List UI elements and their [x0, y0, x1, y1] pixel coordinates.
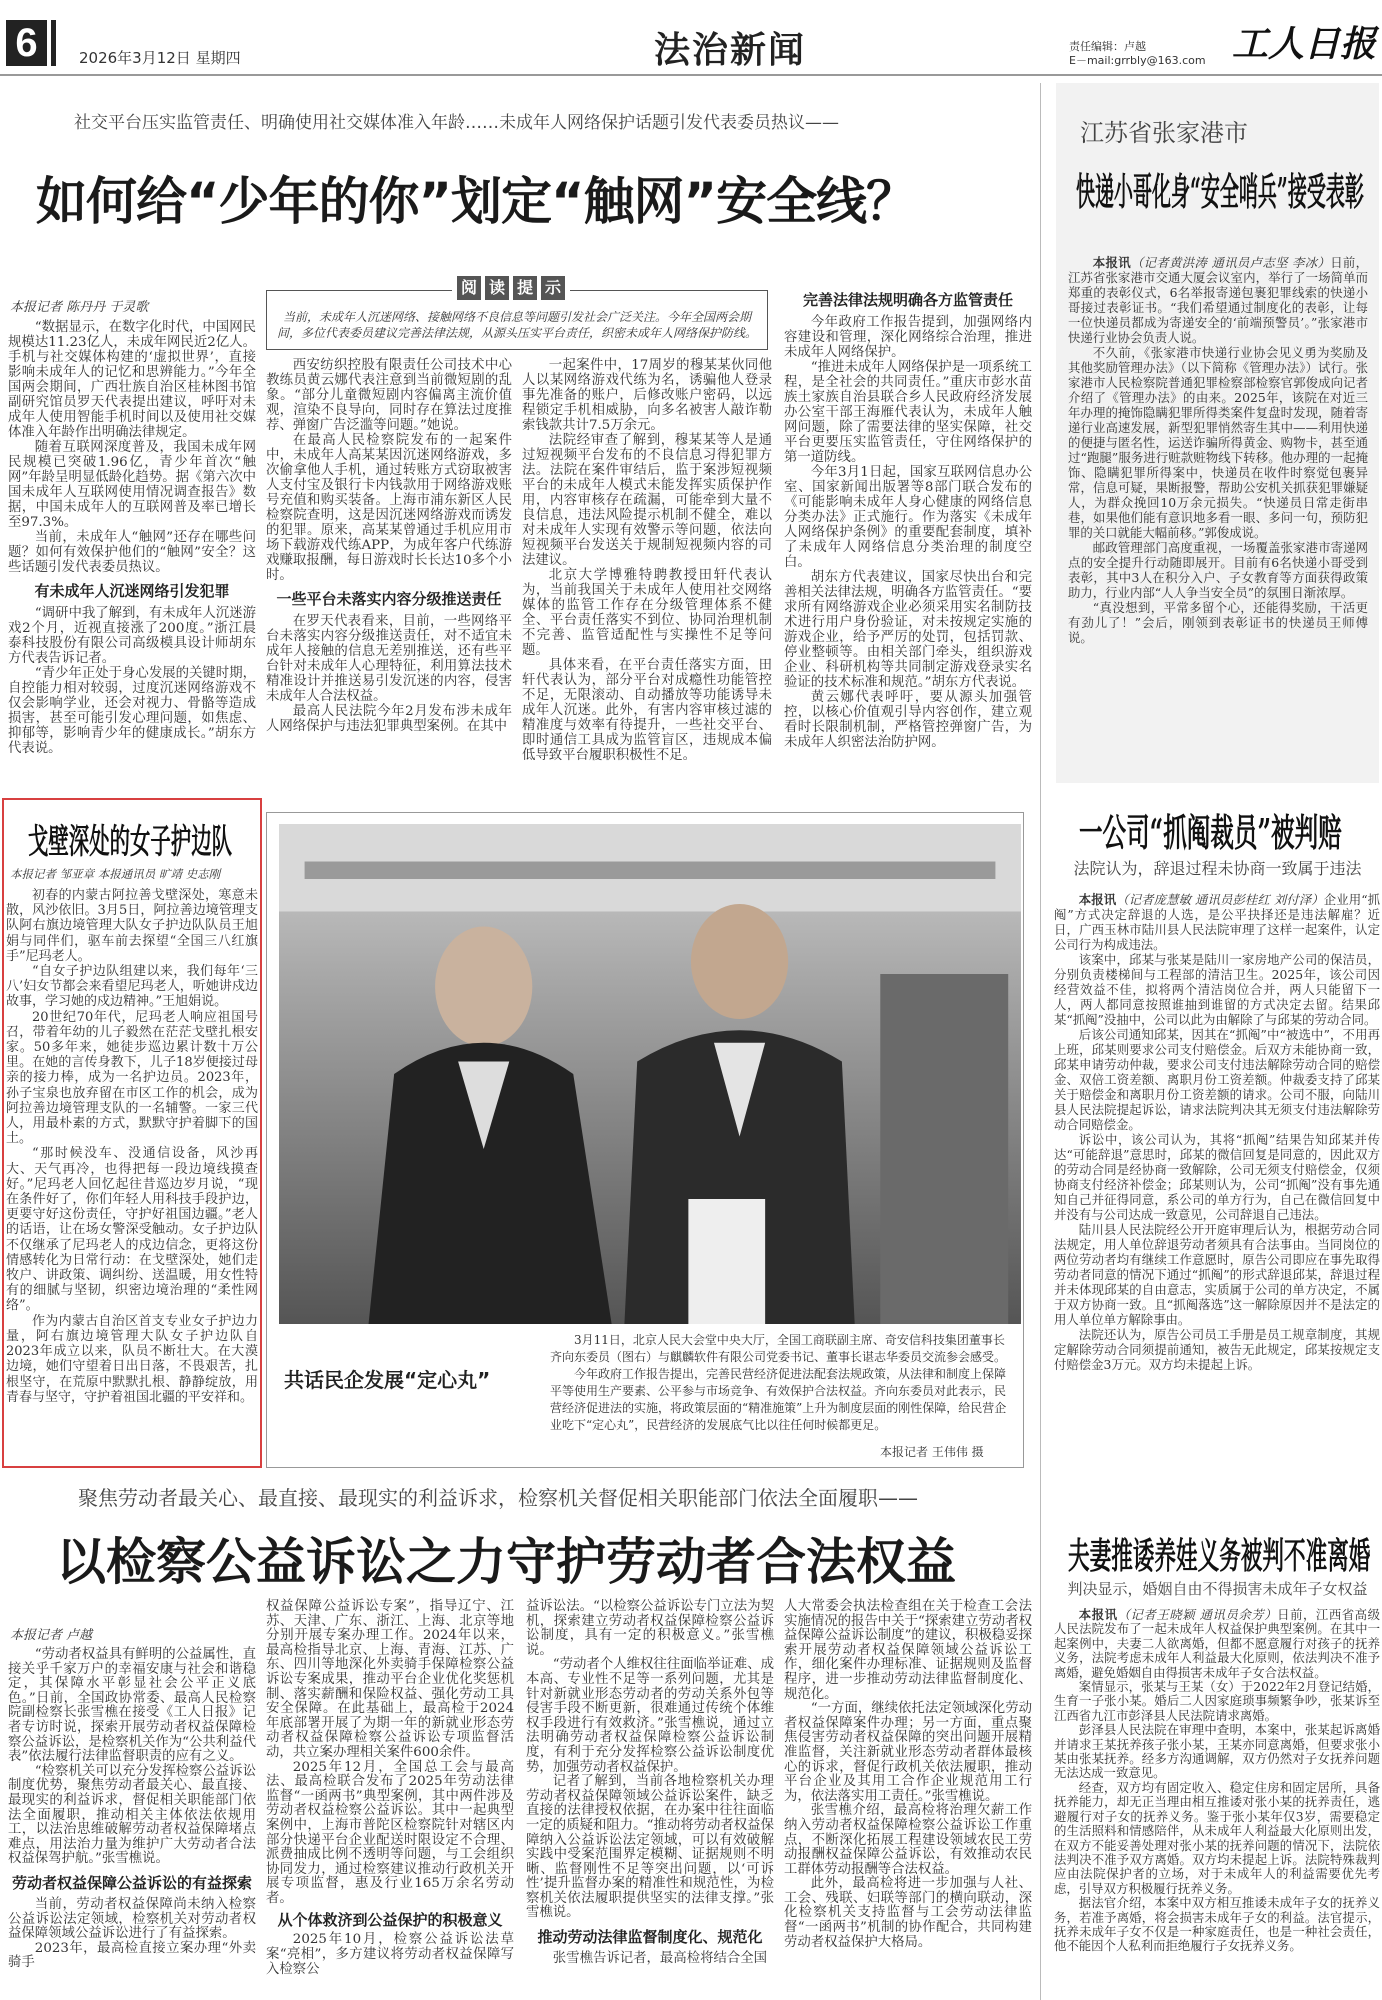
dateline: 本报讯 — [1078, 892, 1117, 907]
case2-headline: 夫妻推诿养娃义务被判不准离婚 — [1068, 1535, 1371, 1577]
paragraph: 据法官介绍，本案中双方相互推诿未成年子女的抚养义务，若准予离婚，将会损害未成年子女的利益。法官提示，抚养未成年子女不仅是一种家庭责任，也是一种社会责任，他不能因个人私利而拒绝履行子女抚养义务。 — [1054, 1895, 1380, 1954]
caption-paragraph: 3月11日，北京人民大会堂中央大厅，全国工商联副主席、奇安信科技集团董事长齐向东委员（图右）与麒麟软件有限公司党委书记、董事长谌志华委员交流参会感受。 — [550, 1333, 1007, 1364]
subheading: 有未成年人沉迷网络引发犯罪 — [34, 582, 230, 600]
subheading: 推动劳动法律监督制度化、规范化 — [537, 1928, 763, 1947]
tip-char: 阅 — [457, 276, 481, 300]
lead-byline: 本报记者 陈丹丹 于灵歌 — [10, 300, 149, 315]
paragraph: 作为内蒙古自治区首支专业女子护边力量，阿右旗边境管理大队女子护边队自2023年成立以来，队员不断壮大。在大漠边境，她们守望着日出日落，不畏艰苦，扎根坚守，在荒原中默默扎根、静静绽放，用青春与坚守，守护着祖国北疆的平安祥和。 — [6, 1313, 258, 1405]
feature-article-box — [2, 798, 262, 1468]
feature-byline: 本报记者 邹亚章 本报通讯员 旷靖 史志刚 — [10, 867, 221, 881]
paragraph: 2023年，最高检直接立案办理“外卖骑手 — [8, 1940, 256, 1971]
caption-paragraph: 今年政府工作报告提出，完善民营经济促进法配套法规政策，从法律和制度上保障平等使用生产要素、公平参与市场竞争、有效保护合法权益。齐向东委员对此表示，民营经济促进法的实施，将政策层面的“精准施策”上升为制度层面的刚性保障，给民营企业吃下“定心丸”，民营经济的发展底气比以往任何时候都更足。 — [550, 1367, 1007, 1432]
paragraph: 最高人民法院今年2月发布涉未成年人网络保护与违法犯罪典型案例。在其中 — [266, 704, 512, 734]
paragraph: 胡东方代表建议，国家尽快出台和完善相关法律法规，明确各方监管责任。“要求所有网络游戏企业必须采用实名制防技术进行用户身份验证，对未按规定实施的游戏企业，给予严厉的处罚，包括罚款、停业整顿等。由相关部门牵头，组织游戏企业、科研机构等共同制定游戏登录实名验证的技术标准和规范。”胡东方代表说。 — [784, 570, 1032, 690]
paragraph: 经查，双方均有固定收入、稳定住房和固定居所，具备抚养能力，却无正当理由相互推诿对张小某的抚养责任，逃避履行对子女的抚养义务。鉴于张小某年仅3岁，需要稳定的生活照料和情感陪伴，从未成年人利益最大化原则出发，在双方不能妥善处理对张小某的抚养问题的情况下，法院依法判决不准予双方离婚。双方均未提起上诉。法院特殊裁判应由法院保护者的立场，对于未成年人的利益需要优先考虑，引导双方积极履行抚养义务。 — [1054, 1779, 1380, 1896]
tip-char: 读 — [485, 276, 509, 300]
reading-tip-box: 当前，未成年人沉迷网络、接触网络不良信息等问题引发社会广泛关注。今年全国两会期间，多位代表委员建议完善法律法规，从源头压实平台责任，织密未成年人网络保护防线。 — [266, 290, 768, 350]
news-photo — [279, 824, 1021, 1324]
paragraph: “真没想到，平常多留个心，还能得奖励，干活更有劲儿了！”会后，刚领到表彰证书的快递员王师傅说。 — [1068, 600, 1368, 645]
paragraph: 一起案件中，17周岁的穆某某伙同他人以某网络游戏代练为名，诱骗他人登录事先准备的账户，后修改账户密码，以远程锁定手机相威胁，向多名被害人敲诈勒索钱款共计7.5万余元。 — [522, 358, 772, 433]
byline: （记者庞慧敏 通讯员彭桂红 刘付泽） — [1116, 892, 1324, 907]
paragraph: “一方面，继续依托法定领域深化劳动者权益保障案件办理；另一方面，重点聚焦侵害劳动者权益保障的突出问题开展精准监督，关注新就业形态劳动者群体最核心的诉求，督促行政机关依法履职，推动平台企业及其用工合作企业规范用工行为，依法落实用工责任。”张雪樵说。 — [784, 1701, 1032, 1804]
paragraph: 案情显示，张某与王某（女）于2022年2月登记结婚，生育一子张小某。婚后二人因家庭琐事频繁争吵，张某诉至江西省九江市彭泽县人民法院请求离婚。 — [1054, 1679, 1380, 1723]
paragraph: 西安纺织控股有限责任公司技术中心教练员黄云娜代表注意到当前微短剧的乱象。“部分儿童微短剧内容偏离主流价值观，渲染不良导向，同时存在算法过度推荐、弹窗广告泛滥等问题。”她说。 — [266, 358, 512, 433]
paragraph: 人大常委会执法检查组在关于检查工会法实施情况的报告中关于“探索建立劳动者权益保障公益诉讼制度”的建议，积极稳妥探索开展劳动者权益保障领域公益诉讼工作，细化案件办理标准、证据规则及监督程序，进一步推动劳动法律监督制度化、规范化。 — [784, 1599, 1032, 1702]
case2-body — [1054, 1608, 1380, 1954]
paragraph: 彭泽县人民法院在审理中查明，本案中，张某起诉离婚并请求王某抚养孩子张小某，王某亦同意离婚，但要求张小某由张某抚养。经多方沟通调解，双方仍然对子女抚养问题无法达成一致意见。 — [1054, 1722, 1380, 1781]
paragraph: 初春的内蒙古阿拉善戈壁深处，寒意未散，风沙依旧。3月5日，阿拉善边境管理支队阿右旗边境管理大队女子护边队队员王旭娟与同伴们，驱车前去探望“全国三八红旗手”尼玛老人。 — [6, 888, 258, 964]
paragraph: 法院经审查了解到，穆某某等人是通过短视频平台发布的不良信息习得犯罪方法。法院在案件审结后，监于案涉短视频平台的未成年人模式未能发挥实质保护作用，内容审核存在疏漏，可能牵到大量不良信息，违法风险提示机制不健全，难以对未成年人实现有效警示等问题，依法向短视频平台发送关于规制短视频内容的司法建议。 — [522, 433, 772, 568]
feature-headline: 戈壁深处的女子护边队 — [28, 822, 233, 862]
paragraph: 在罗天代表看来，目前，一些网络平台未落实内容分级推送责任，对不适宜未成年人接触的信息无差别推送，还有些平台针对未成年人心理特征，利用算法技术精准设计并推送易引发沉迷的内容，侵害未成年人合法权益。 — [266, 614, 512, 704]
paragraph: 诉讼中，该公司认为，其将“抓阄”结果告知邱某并传达“可能辞退”意思时，邱某的微信回复是同意的，因此双方的劳动合同是经协商一致解除，公司无须支付赔偿金，仅须协商支付经济补偿金；邱某则认为，公司“抓阄”没有事先通知自己并征得同意，系公司的单方行为，自己在微信回复中并没有与公司达成一致意见，公司辞退自己违法。 — [1054, 1132, 1380, 1222]
feature-body — [6, 888, 258, 1405]
paragraph: 今年3月1日起，国家互联网信息办公室、国家新闻出版署等8部门联合发布的《可能影响未成年人身心健康的网络信息分类办法》正式施行。作为落实《未成年人网络保护条例》的重要配套制度，填补了未成年人网络信息分类治理的制度空白。 — [784, 465, 1032, 570]
paragraph: 法院还认为，原告公司员工手册是员工规章制度，其规定解除劳动合同须提前通知，被告无此规定，邱某按规定支付赔偿金3万元。双方均未提起上诉。 — [1054, 1327, 1380, 1372]
paragraph: “检察机关可以充分发挥检察公益诉讼制度优势，聚焦劳动者最关心、最直接、最现实的利益诉求，督促相关职能部门依法全面履职，推动相关主体依法依规用工，以法治思维破解劳动者权益保障堵点难点，用法治力量为维护广大劳动者合法权益保驾护航。”张雪樵说。 — [8, 1763, 256, 1867]
paragraph: “那时候没车、没通信设备，风沙再大、天气再冷，也得把每一段边境线摸查好。”尼玛老人回忆起往昔巡边岁月说，“现在条件好了，你们年轻人用科技手段护边，更要守好这份责任，守护好祖国边疆。”老人的话语，让在场女警深受触动。女子护边队不仅继承了尼玛老人的戍边信念，更将这份情感转化为日常行动：在戈壁深处，她们走牧户、讲政策、调纠纷、送温暖，用女性特有的细腻与坚韧，织密边境治理的“柔性网络”。 — [6, 1146, 258, 1314]
paragraph: 记者了解到，当前各地检察机关办理劳动者权益保障领域公益诉讼案件，缺乏直接的法律授权依据，在办案中往往面临一定的质疑和阻力。“推动将劳动者权益保障纳入公益诉讼法定领域，可以有效破解实践中受案范围界定模糊、证据规则不明晰、监督刚性不足等突出问题，以‘可诉性’提升监督办案的精准性和规范性，为检察机关依法履职提供坚实的法律支撑。”张雪樵说。 — [526, 1774, 774, 1921]
paragraph: “劳动者权益具有鲜明的公益属性，直接关乎千家万户的幸福安康与社会和谐稳定，其保障水平彰显社会公平正义底色。”日前，全国政协常委、最高人民检察院副检察长张雪樵在接受《工人日报》记者专访时说，探索开展劳动者权益保障检察公益诉讼，是检察机关作为“公共利益代表”依法履行法律监督职责的应有之义。 — [8, 1647, 256, 1765]
case2-subtitle: 判决显示，婚姻自由不得损害未成年子女权益 — [1067, 1580, 1368, 1598]
photo-credit: 本报记者 王伟伟 摄 — [880, 1445, 984, 1459]
paragraph: “推进未成年人网络保护是一项系统工程，是全社会的共同责任。”重庆市彭水苗族土家族自治县联合乡人民政府经济发展办公室干部王海雁代表认为，未成年人触网问题，除了需要法律的坚实保障，社交平台更要压实监管责任，守住网络保护的第一道防线。 — [784, 360, 1032, 465]
labor-column-3 — [526, 1600, 774, 1967]
section-title: 法治新闻 — [653, 30, 806, 71]
paragraph: 黄云娜代表呼吁，要从源头加强管控，以核心价值观引导内容创作，建立观看时长限制机制，严格管控弹窗广告，为未成年人织密法治防护网。 — [784, 690, 1032, 750]
sidebar-headline: 快递小哥化身“安全哨兵”接受表彰 — [1076, 169, 1364, 214]
reading-tip-label — [452, 276, 570, 300]
newspaper-logo: 工人日报 — [1232, 23, 1377, 65]
tip-char: 提 — [513, 276, 537, 300]
paragraph: 北京大学博雅特聘教授田轩代表认为，当前我国关于未成年人使用社交网络媒体的监管工作存在分级管理体系不健全、平台责任落实不到位、协同治理机制不完善、监管适配性与实操性不足等问题。 — [522, 568, 772, 658]
lead-column-2 — [266, 358, 512, 734]
sidebar-body — [1068, 255, 1368, 645]
lead-headline: 如何给“少年的你”划定“触网”安全线？ — [36, 173, 917, 232]
lead-kicker: 社交平台压实监管责任、明确使用社交媒体准入年龄……未成年人网络保护话题引发代表委员热议—— — [74, 113, 839, 133]
dateline: 本报讯 — [1092, 255, 1131, 270]
paragraph-text: 日前，江苏省张家港市交通大厦会议室内，举行了一场简单而郑重的表彰仪式，6名举报寄递包裹犯罪线索的快递小哥接过表彰证书。“我们希望通过制度化的表彰，让每一位快递员都成为寄递安全的‘前端预警员’。”张家港市快递行业协会负责人说。 — [1068, 255, 1369, 345]
paragraph: “数据显示，在数字化时代，中国网民规模达11.23亿人，未成年网民近2亿人。手机与社交媒体构建的‘虚拟世界’，直接影响未成年人的记忆和思辨能力。”今年全国两会期间，广西壮族自治区桂林图书馆副研究馆员罗天代表提出建议，呼吁对未成年人使用智能手机时间以及使用社交媒体准入年龄作出明确法律规定。 — [8, 320, 256, 440]
tip-char: 示 — [541, 276, 565, 300]
paragraph: “青少年正处于身心发展的关键时期，自控能力相对较弱，过度沉迷网络游戏不仅会影响学业，还会对视力、骨骼等造成损害，甚至可能引发心理问题，如焦虑、抑郁等，影响青少年的健康成长。”胡东方代表说。 — [8, 666, 256, 756]
lead-column-3 — [522, 358, 772, 763]
paragraph: 20世纪70年代，尼玛老人响应祖国号召，带着年幼的儿子毅然在茫茫戈壁扎根安家。50多年来，她徒步巡边累计数十万公里。在她的言传身教下，儿子18岁便接过母亲的接力棒，成为一名护边员。2023年，孙子宝泉也放弃留在市区工作的机会，成为阿拉善边境管理支队的一名辅警。一家三代人，用最朴素的方式，默默守护着脚下的国土。 — [6, 1009, 258, 1147]
case1-headline: 一公司“抓阄裁员”被判赔 — [1079, 810, 1342, 855]
paragraph: 该案中，邱某与张某是陆川一家房地产公司的保洁员，分别负责楼梯间与工程部的清洁卫生。2025年，该公司因经营效益不佳，拟将两个清洁岗位合并，两人只能留下一人，两人都同意按照谁抽到谁留的方式决定去留。结果邱某“抓阄”没抽中，公司以此为由解除了与邱某的劳动合同。 — [1054, 952, 1380, 1027]
paragraph: 益诉讼法。“以检察公益诉讼专门立法为契机，探索建立劳动者权益保障检察公益诉讼制度，具有一定的积极意义。”张雪樵说。 — [526, 1599, 774, 1658]
case1-body — [1054, 892, 1380, 1372]
subheading: 完善法律法规明确各方监管责任 — [802, 291, 1013, 309]
paragraph: 具体来看，在平台责任落实方面，田轩代表认为，部分平台对成瘾性功能管控不足，无限滚动、自动播放等功能诱导未成年人沉迷。此外，有害内容审核过滤的精准度与效率有待提升，一些社交平台、即时通信工具成为监管盲区，违规成本偏低导致平台履职积极性不足。 — [522, 658, 772, 763]
paragraph: 在最高人民检察院发布的一起案件中，未成年人高某某因沉迷网络游戏，多次偷拿他人手机，通过转账方式窃取被害人支付宝及银行卡内钱款用于网络游戏账号充值和购买装备。上海市浦东新区人民检察院查明，这是因沉迷网络游戏而诱发的犯罪。原来，高某某曾通过手机应用市场下载游戏代练APP，为成年客户代练游戏赚取报酬，每日游戏时长长达10多个小时。 — [266, 433, 512, 583]
paragraph: 张雪樵告诉记者，最高检将结合全国 — [552, 1951, 768, 1967]
paragraph: 2025年12月，全国总工会与最高法、最高检联合发布了2025年劳动法律监督“一函两书”典型案例，其中两件涉及劳动者权益检察公益诉讼。其中一起典型案例中，上海市普陀区检察院针对辖区内部分快递平台企业配送时限设定不合理、派费抽成比例不透明等问题，与工会组织协同发力，通过检察建议推动行政机关开展专项监督，惠及行业165万余名劳动者。 — [266, 1759, 514, 1906]
labor-headline: 以检察公益诉讼之力守护劳动者合法权益 — [56, 1533, 956, 1591]
byline: （记者黄洪涛 通讯员卢志坚 李冰） — [1130, 255, 1331, 270]
paragraph: 不久前，《张家港市快递行业协会见义勇为奖励及其他奖励管理办法》（以下简称《管理办法》）试行。张家港市人民检察院普通犯罪检察部检察官郭俊成向记者介绍了《管理办法》的由来。2025年，该院在对近三年办理的掩饰隐瞒犯罪所得类案件复盘时发现，随着寄递行业高速发展，新型犯罪悄然寄生其中——利用快递的便捷与匿名性，运送诈骗所得黄金、购物卡，甚至通过“跑腿”服务进行赃款赃物线下转移。他办理的一起掩饰、隐瞒犯罪所得案中，快递员在收件时察觉包裹异常，信息可疑，果断报警，帮助公安机关抓获犯罪嫌疑人，为群众挽回10万余元损失。“快递员日常走街串巷，如果他们能有意识地多看一眼、多问一句，预防犯罪的关口就能大幅前移。”郭俊成说。 — [1068, 345, 1368, 540]
paragraph-text: 日前，江西省高级人民法院发布了一起未成年人权益保护典型案例。在其中一起案例中，夫妻二人欲离婚，但都不愿意履行对孩子的抚养义务，法院考虑未成年人利益最大化原则，依法判决不准予离婚，避免婚姻自由得损害未成年子女合法权益。 — [1054, 1607, 1380, 1680]
subheading: 劳动者权益保障公益诉讼的有益探索 — [11, 1873, 252, 1892]
paragraph: “劳动者个人维权往往面临举证难、成本高、专业性不足等一系列问题，尤其是针对新就业形态劳动者的劳动关系外包等侵害手段不断更新，很难通过传统个体维权手段进行有效救济。”张雪樵说，通过立法明确劳动者权益保障检察公益诉讼制度，有利于充分发挥检察公益诉讼制度优势，加强劳动者权益保护。 — [526, 1657, 774, 1775]
column-divider — [1040, 83, 1041, 2000]
paragraph: 当前，未成年人“触网”还存在哪些问题？如何有效保护他们的“触网”安全？这些话题引发代表委员热议。 — [8, 530, 256, 575]
paragraph: 邮政管理部门高度重视，一场覆盖张家港市寄递网点的安全提升行动随即展开。目前有6名快递小哥受到表彰，其中3人在积分入户、子女教育等方面获得政策助力，行业内部“人人争当安全员”的氛围日渐浓厚。 — [1068, 540, 1368, 600]
paragraph: 此外，最高检将进一步加强与人社、工会、残联、妇联等部门的横向联动，深化检察机关支持监督与工会劳动法律监督“一函两书”机制的协作配合，共同构建劳动者权益保护大格局。 — [784, 1876, 1032, 1950]
byline: （记者王晓颖 通讯员余芳） — [1117, 1607, 1278, 1622]
paragraph: 权益保障公益诉讼专案”，指导辽宁、江苏、天津、广东、浙江、上海、北京等地分别开展专案办理工作。2024年以来，最高检指导北京、上海、青海、江苏、广东、四川等地深化外卖骑手保障检察公益诉讼专案成果，推动平台企业优化奖惩机制、落实薪酬和保险权益、强化劳动工具安全保障。在此基础上，最高检于2024年底部署开展了为期一年的新就业形态劳动者权益保障检察公益诉讼专项监督活动，共立案办理相关案件600余件。 — [266, 1599, 514, 1760]
labor-column-4 — [784, 1600, 1032, 1950]
sidebar-kicker: 江苏省张家港市 — [1080, 119, 1248, 147]
sidebar-article — [1056, 83, 1379, 783]
editor-name: 责任编辑：卢越 — [1069, 40, 1146, 53]
photo-title: 共话民企发展“定心丸” — [284, 1368, 491, 1392]
subheading: 从个体救济到公益保护的积极意义 — [277, 1911, 503, 1930]
labor-column-1 — [8, 1648, 256, 1971]
dateline: 本报讯 — [1078, 1607, 1118, 1622]
paragraph: “自女子护边队组建以来，我们每年‘三八’妇女节都会来看望尼玛老人，听她讲戍边故事，学习她的戍边精神。”王旭娟说。 — [6, 964, 258, 1010]
photo-illustration — [279, 824, 1021, 1324]
photo-caption — [550, 1332, 1012, 1434]
paragraph: 2025年10月，检察公益诉讼法草案“亮相”，多方建议将劳动者权益保障写入检察公 — [266, 1932, 514, 1977]
header-divider — [0, 74, 1382, 76]
labor-byline: 本报记者 卢越 — [10, 1628, 93, 1643]
editor-email: E－mail:grrbly@163.com — [1069, 54, 1206, 67]
paragraph: 张雪樵介绍，最高检将治理欠薪工作纳入劳动者权益保障检察公益诉讼工作重点，不断深化拓展工程建设领域农民工劳动报酬权益保障公益诉讼，有效推动农民工群体劳动报酬等合法权益。 — [784, 1803, 1032, 1877]
lead-column-4 — [784, 288, 1032, 750]
page-number-bar — [51, 20, 56, 66]
labor-kicker: 聚焦劳动者最关心、最直接、最现实的利益诉求，检察机关督促相关职能部门依法全面履职—— — [78, 1486, 918, 1510]
page-number: 6 — [6, 20, 47, 66]
lead-column-1 — [8, 320, 256, 756]
paragraph: 陆川县人民法院经公开开庭审理后认为，根据劳动合同法规定，用人单位辞退劳动者须具有合法事由。当同岗位的两位劳动者均有继续工作意愿时，原告公司即应在事先取得劳动者同意的情况下通过“抓阄”的形式辞退邱某，辞退过程并未体现邱某的自由意志，实质属于公司的单方决定，不属于双方协商一致。且“抓阄落选”这一解除原因并不是法定的用人单位单方解除事由。 — [1054, 1222, 1380, 1327]
paragraph: 随着互联网深度普及，我国未成年网民规模已突破1.96亿，青少年首次“触网”年龄呈明显低龄化趋势。据《第六次中国未成年人互联网使用情况调查报告》数据，中国未成年人的互联网普及率已增长至97.3%。 — [8, 440, 256, 530]
editor-info — [1069, 40, 1206, 68]
paragraph-text: 企业用“抓阄”方式决定辞退的人选，是公平抉择还是违法解雇？近日，广西玉林市陆川县人民法院审理了这样一起案件，认定公司行为构成违法。 — [1054, 892, 1380, 952]
paragraph: 今年政府工作报告提到，加强网络内容建设和管理，深化网络综合治理，推进未成年人网络保护。 — [784, 315, 1032, 360]
paragraph: 后该公司通知邱某，因其在“抓阄”中“被选中”，不用再上班，邱某则要求公司支付赔偿金。后双方未能协商一致，邱某申请劳动仲裁，要求公司支付违法解除劳动合同的赔偿金、双倍工资差额、离职月份工资差额。仲裁委支持了邱某关于赔偿金和离职月份工资差额的请求。公司不服，向陆川县人民法院提起诉讼，请求法院判决其无须支付违法解除劳动合同赔偿金。 — [1054, 1027, 1380, 1132]
subheading: 一些平台未落实内容分级推送责任 — [276, 590, 502, 608]
issue-date: 2026年3月12日 星期四 — [79, 49, 241, 67]
labor-column-2 — [266, 1600, 514, 1977]
paragraph: 当前，劳动者权益保障尚未纳入检察公益诉讼法定领域，检察机关对劳动者权益保障领域公益诉讼进行了有益探索。 — [8, 1896, 256, 1942]
case1-subtitle: 法院认为，辞退过程未协商一致属于违法 — [1073, 859, 1362, 878]
paragraph: “调研中我了解到，有未成年人沉迷游戏2个月，近视直接涨了200度。”浙江晨泰科技股份有限公司高级模具设计师胡东方代表告诉记者。 — [8, 606, 256, 666]
